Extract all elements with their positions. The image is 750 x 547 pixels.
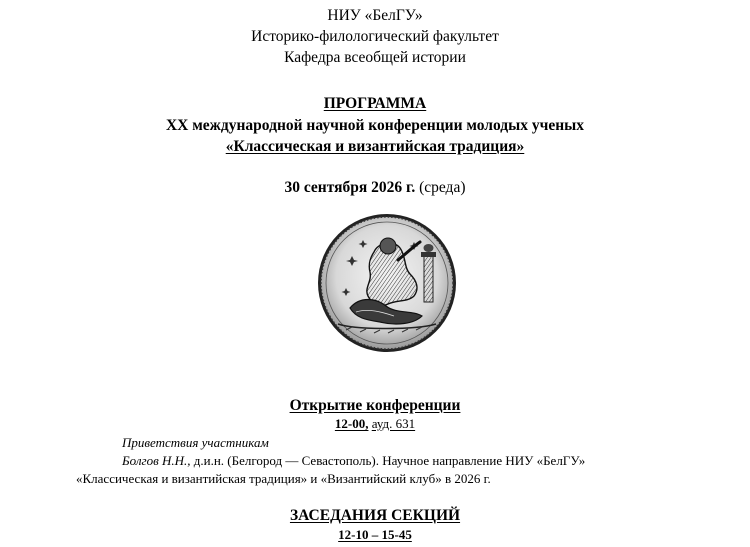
speaker-details-2: «Классическая и византийская традиция» и «Византийский клуб» в 2026 г. — [76, 471, 491, 486]
sections-heading: ЗАСЕДАНИЯ СЕКЦИЙ — [289, 507, 461, 524]
department-name: Кафедра всеобщей истории — [284, 49, 466, 66]
speaker-line-1 — [122, 452, 585, 469]
opening-heading: Открытие конференции — [289, 397, 461, 414]
speaker-details-1: д.и.н. (Белгород — Севастополь). Научное направление НИУ «БелГУ» — [193, 453, 586, 468]
speaker-name: Болгов Н.Н., — [122, 453, 191, 468]
antique-coin-medallion-icon — [316, 212, 458, 354]
opening-room: ауд. 631 — [371, 416, 416, 431]
conference-subtitle: XX международной научной конференции молодых ученых — [165, 117, 585, 134]
conference-name: «Классическая и византийская традиция» — [225, 138, 525, 155]
university-name: НИУ «БелГУ» — [327, 7, 423, 24]
sections-time: 12-10 – 15-45 — [338, 527, 412, 542]
faculty-name: Историко-филологический факультет — [251, 28, 499, 45]
date-bold: 30 сентября 2026 г. — [284, 179, 416, 196]
program-title: ПРОГРАММА — [323, 95, 427, 112]
weekday: (среда) — [419, 179, 466, 196]
opening-time-room — [0, 416, 750, 432]
conference-date — [0, 178, 750, 198]
opening-time: 12-00, — [334, 416, 369, 431]
greeting-label: Приветствия участникам — [122, 435, 269, 450]
